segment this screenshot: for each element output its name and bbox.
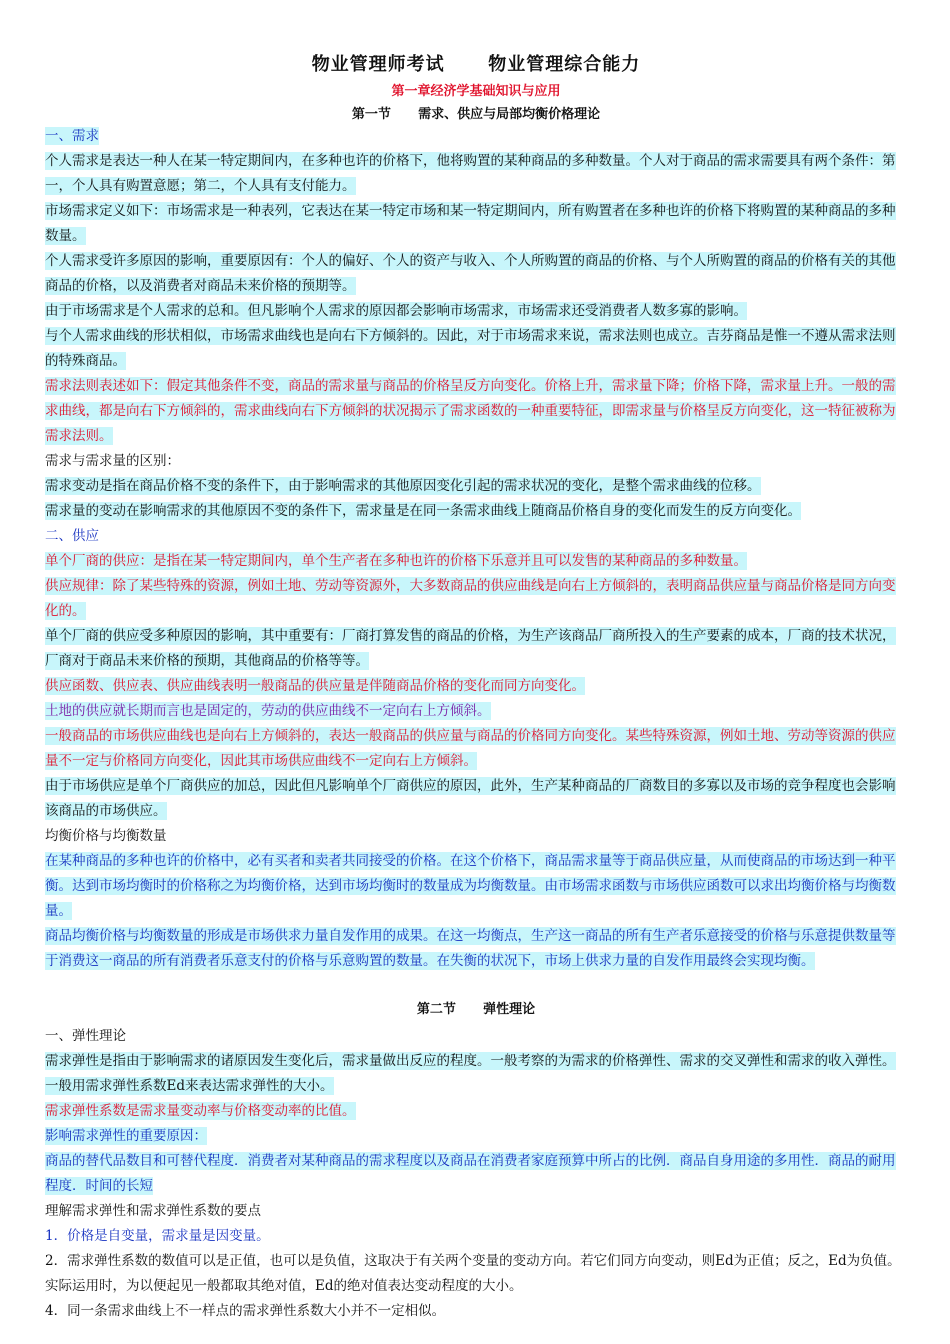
paragraph [45,849,907,924]
paragraph [45,1224,907,1249]
paragraph-text: 商品的替代品数目和可替代程度．消费者对某种商品的需求程度以及商品在消费者家庭预算中所占的比例．商品自身用途的多用性．商品的耐用程度．时间的长短 [45,1153,896,1194]
paragraph [45,1124,907,1149]
paragraph-text: 在某种商品的多种也许的价格中，必有买者和卖者共同接受的价格。在这个价格下，商品需求量等于商品供应量，从而使商品的市场达到一种平衡。达到市场均衡时的价格称之为均衡价格，达到市场均衡时的数量成为均衡数量。由市场需求函数与市场供应函数可以求出均衡价格与均衡数量。 [45,853,896,919]
paragraph [45,1024,907,1049]
paragraph-text: 一般商品的市场供应曲线也是向右上方倾斜的，表达一般商品的供应量与商品的价格同方向变化。某些特殊资源，例如土地、劳动等资源的供应量不一定与价格同方向变化，因此其市场供应曲线不一定向右上方倾斜。 [45,728,896,769]
paragraph [45,1149,907,1199]
paragraph [45,324,907,374]
paragraph [45,199,907,249]
paragraph [45,374,907,449]
paragraph-text: 4．同一条需求曲线上不一样点的需求弹性系数大小并不一定相似。 [45,1303,446,1319]
section-heading-2: 第二节 弹性理论 [416,1002,536,1017]
paragraph [45,924,907,974]
paragraph-text: 供应函数、供应表、供应曲线表明一般商品的供应量是伴随商品价格的变化而同方向变化。 [45,678,585,694]
paragraph-text: 商品均衡价格与均衡数量的形成是市场供求力量自发作用的成果。在这一均衡点，生产这一商品的所有生产者乐意接受的价格与乐意提供数量等于消费这一商品的所有消费者乐意支付的价格与乐意购置的数量。在失衡的状况下，市场上供求力量的自发作用最终会实现均衡。 [45,928,896,969]
paragraph-text: 影响需求弹性的重要原因： [45,1128,207,1144]
paragraph [45,549,907,574]
paragraph-text: 个人需求是表达一种人在某一特定期间内，在多种也许的价格下，他将购置的某种商品的多种数量。个人对于商品的需求需要具有两个条件：第一，个人具有购置意愿；第二，个人具有支付能力。 [45,153,896,194]
paragraph [45,1199,907,1224]
paragraph-text: 需求法则表述如下：假定其他条件不变，商品的需求量与商品的价格呈反方向变化。价格上升，需求量下降；价格下降，需求量上升。一般的需求曲线，都是向右下方倾斜的，需求曲线向右下方倾斜的状况揭示了需求函数的一种重要特征，即需求量与价格呈反方向变化，这一特征被称为需求法则。 [45,378,896,444]
paragraph [45,574,907,624]
paragraph [45,674,907,699]
paragraph [45,774,907,824]
section-heading-1: 第一节 需求、供应与局部均衡价格理论 [351,107,601,122]
paragraph-text: 需求量的变动在影响需求的其他原因不变的条件下，需求量是在同一条需求曲线上随商品价格自身的变化而发生的反方向变化。 [45,503,801,519]
paragraph [45,699,907,724]
paragraph-text: 需求变动是指在商品价格不变的条件下，由于影响需求的其他原因变化引起的需求状况的变化，是整个需求曲线的位移。 [45,478,761,494]
paragraph-text: 二、供应 [45,528,99,544]
paragraph-text: 供应规律：除了某些特殊的资源，例如土地、劳动等资源外，大多数商品的供应曲线是向右上方倾斜的，表明商品供应量与商品价格是同方向变化的。 [45,578,896,619]
paragraph [45,249,907,299]
paragraph [45,299,907,324]
paragraph [45,1099,907,1124]
paragraph-text: 一、弹性理论 [45,1028,126,1044]
paragraph-text: 一、需求 [45,128,99,144]
paragraph [45,1299,907,1324]
paragraph [45,124,907,149]
paragraph [45,449,907,474]
paragraph [45,724,907,774]
paragraph [45,499,907,524]
paragraph [45,524,907,549]
paragraph [45,149,907,199]
paragraph-text: 需求弹性系数是需求量变动率与价格变动率的比值。 [45,1103,356,1119]
paragraph [45,474,907,499]
paragraph-text: 单个厂商的供应受多种原因的影响，其中重要有：厂商打算发售的商品的价格，为生产该商品厂商所投入的生产要素的成本，厂商的技术状况，厂商对于商品未来价格的预期，其他商品的价格等等。 [45,628,896,669]
paragraph-text: 个人需求受许多原因的影响，重要原因有：个人的偏好、个人的资产与收入、个人所购置的商品的价格、与个人所购置的商品的价格有关的其他商品的价格，以及消费者对商品未来价格的预期等。 [45,253,896,294]
paragraph-text: 由于市场需求是个人需求的总和。但凡影响个人需求的原因都会影响市场需求，市场需求还受消费者人数多寡的影响。 [45,303,747,319]
paragraph-text: 单个厂商的供应：是指在某一特定期间内，单个生产者在多种也许的价格下乐意并且可以发售的某种商品的多种数量。 [45,553,747,569]
paragraph-text: 1．价格是自变量，需求量是因变量。 [45,1228,270,1244]
document-title: 物业管理师考试 物业管理综合能力 [311,54,641,75]
paragraph-text: 市场需求定义如下：市场需求是一种表列，它表达在某一特定市场和某一特定期间内，所有购置者在多种也许的价格下将购置的某种商品的多种数量。 [45,203,896,244]
chapter-heading: 第一章经济学基础知识与应用 [391,84,561,99]
paragraph-text: 需求弹性是指由于影响需求的诸原因发生变化后，需求量做出反应的程度。一般考察的为需求的价格弹性、需求的交叉弹性和需求的收入弹性。一般用需求弹性系数Ed来表达需求弹性的大小。 [45,1053,896,1094]
paragraph-text: 与个人需求曲线的形状相似，市场需求曲线也是向右下方倾斜的。因此，对于市场需求来说，需求法则也成立。吉芬商品是惟一不遵从需求法则的特殊商品。 [45,328,896,369]
paragraph-text: 土地的供应就长期而言也是固定的，劳动的供应曲线不一定向右上方倾斜。 [45,703,491,719]
paragraph-text: 均衡价格与均衡数量 [45,828,167,844]
paragraph [45,1049,907,1099]
paragraph [45,824,907,849]
paragraph-text: 理解需求弹性和需求弹性系数的要点 [45,1203,261,1219]
paragraph-text: 2．需求弹性系数的数值可以是正值，也可以是负值，这取决于有关两个变量的变动方向。若它们同方向变动，则Ed为正值；反之，Ed为负值。实际运用时，为以便起见一般都取其绝对值，Ed的绝对值表达变动程度的大小。 [45,1253,901,1294]
paragraph-text: 需求与需求量的区别： [45,453,180,469]
paragraph [45,1249,907,1299]
paragraph [45,624,907,674]
paragraph-text: 由于市场供应是单个厂商供应的加总，因此但凡影响单个厂商供应的原因，此外，生产某种商品的厂商数目的多寡以及市场的竞争程度也会影响该商品的市场供应。 [45,778,896,819]
